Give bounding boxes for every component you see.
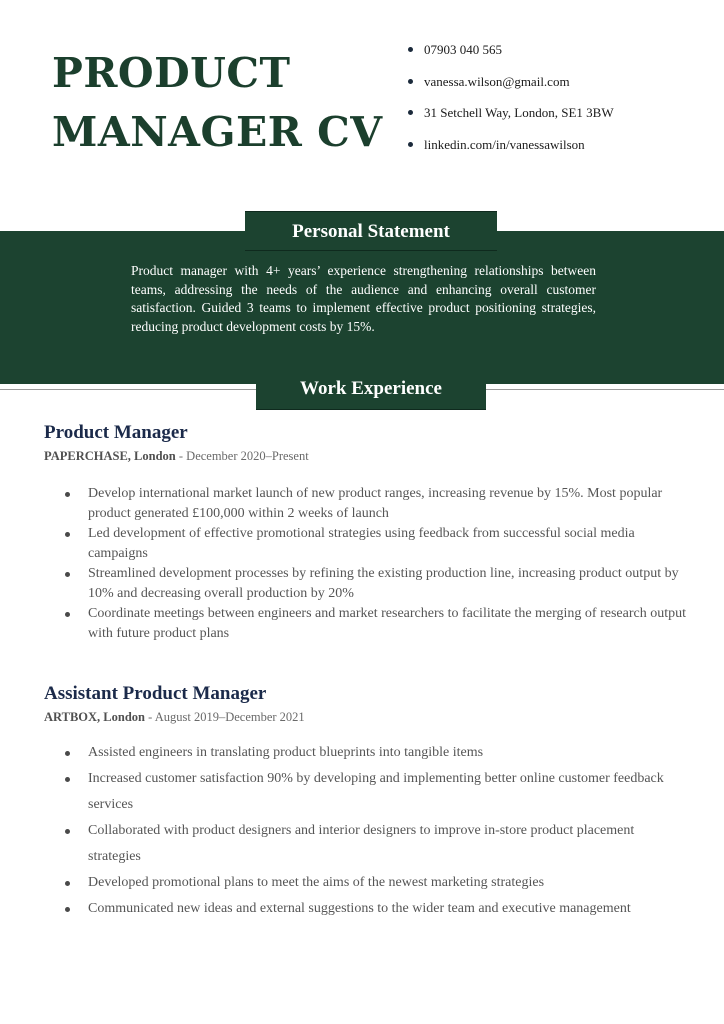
personal-statement-text: Product manager with 4+ years’ experience strengthening relationships between teams, addressing the needs of the audience and enhancing overall customer satisfaction. Guided 3 teams to implement effective product positioning strategies, reducing product development costs by 15%. bbox=[131, 263, 596, 334]
contact-address: 31 Setchell Way, London, SE1 3BW bbox=[408, 101, 614, 133]
job-bullets-2 bbox=[88, 740, 688, 922]
cv-title bbox=[52, 44, 383, 162]
list-item: Develop international market launch of new product ranges, increasing revenue by 15%. Most popular product generated £100,000 within 2 weeks of launch bbox=[88, 484, 688, 524]
personal-statement-heading: Personal Statement bbox=[245, 211, 497, 251]
job-company-2: ARTBOX, London bbox=[44, 710, 145, 724]
job-title-2: Assistant Product Manager bbox=[44, 683, 267, 704]
job-meta-1 bbox=[44, 449, 309, 464]
contact-phone: 07903 040 565 bbox=[408, 38, 614, 70]
job-bullets-1 bbox=[88, 484, 688, 644]
contact-list bbox=[408, 38, 614, 164]
job-dates-2: - August 2019–December 2021 bbox=[144, 710, 305, 724]
contact-email: vanessa.wilson@gmail.com bbox=[408, 70, 614, 102]
job-title-1: Product Manager bbox=[44, 422, 188, 443]
contact-linkedin: linkedin.com/in/vanessawilson bbox=[408, 133, 614, 165]
list-item: Streamlined development processes by refining the existing production line, increasing product output by 10% and decreasing overall production by 20% bbox=[88, 564, 688, 604]
cv-title-line-2: MANAGER CV bbox=[52, 108, 383, 156]
list-item: Developed promotional plans to meet the aims of the newest marketing strategies bbox=[88, 870, 688, 896]
job-company-1: PAPERCHASE, London bbox=[44, 449, 176, 463]
list-item: Communicated new ideas and external suggestions to the wider team and executive management bbox=[88, 896, 688, 922]
list-item: Increased customer satisfaction 90% by developing and implementing better online customer feedback services bbox=[88, 766, 688, 818]
work-experience-heading: Work Experience bbox=[256, 371, 486, 410]
job-dates-1: - December 2020–Present bbox=[175, 449, 309, 463]
list-item: Collaborated with product designers and interior designers to improve in-store product placement strategies bbox=[88, 818, 688, 870]
list-item: Coordinate meetings between engineers and market researchers to facilitate the merging of research output with future product plans bbox=[88, 604, 688, 644]
job-meta-2 bbox=[44, 710, 305, 725]
list-item: Assisted engineers in translating product blueprints into tangible items bbox=[88, 740, 688, 766]
cv-title-line-1: PRODUCT bbox=[52, 49, 291, 97]
list-item: Led development of effective promotional strategies using feedback from successful social media campaigns bbox=[88, 524, 688, 564]
